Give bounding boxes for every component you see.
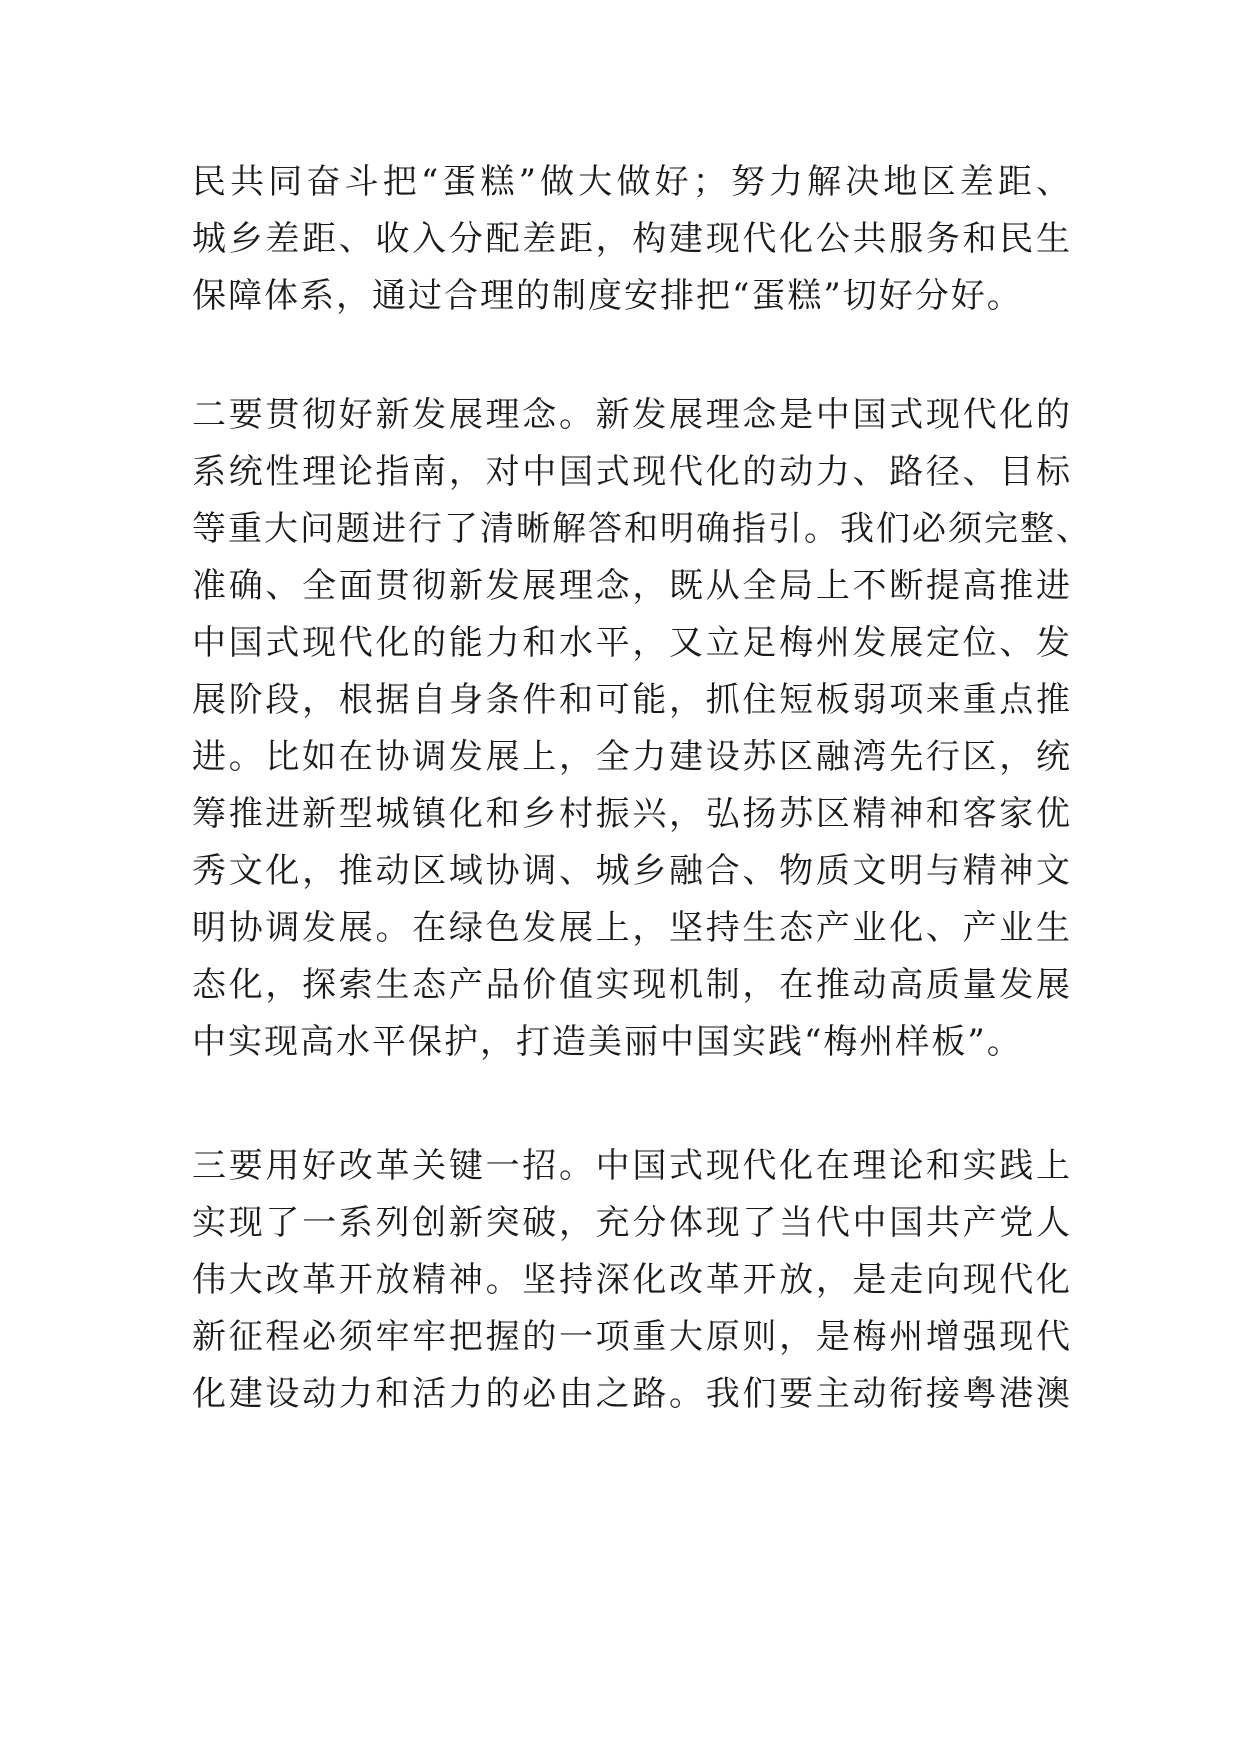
paragraph-line: 秀文化，推动区域协调、城乡融合、物质文明与精神文 [192, 851, 1072, 891]
paragraph-reform-key-move [192, 1138, 1072, 1423]
paragraph-line: 三要用好改革关键一招。中国式现代化在理论和实践上 [192, 1146, 1072, 1186]
paragraph-line: 新征程必须牢牢把握的一项重大原则，是梅州增强现代 [192, 1317, 1072, 1357]
paragraph-line: 伟大改革开放精神。坚持深化改革开放，是走向现代化 [192, 1260, 1072, 1300]
paragraph-line: 筹推进新型城镇化和乡村振兴，弘扬苏区精神和客家优 [192, 794, 1072, 834]
paragraph-line: 民共同奋斗把“蛋糕”做大做好；努力解决地区差距、 [192, 162, 1072, 202]
paragraph-line: 等重大问题进行了清晰解答和明确指引。我们必须完整、 [192, 509, 1092, 549]
paragraph-line: 中国式现代化的能力和水平，又立足梅州发展定位、发 [192, 623, 1072, 663]
paragraph-line: 二要贯彻好新发展理念。新发展理念是中国式现代化的 [192, 395, 1072, 435]
paragraph-line: 中实现高水平保护，打造美丽中国实践“梅州样板”。 [192, 1022, 1023, 1062]
paragraph-cake-distribution [192, 154, 1072, 325]
paragraph-line: 保障体系，通过合理的制度安排把“蛋糕”切好分好。 [192, 276, 1023, 316]
paragraph-line: 实现了一系列创新突破，充分体现了当代中国共产党人 [192, 1203, 1072, 1243]
paragraph-line: 准确、全面贯彻新发展理念，既从全局上不断提高推进 [192, 566, 1072, 606]
paragraph-new-development-concept [192, 387, 1092, 1071]
paragraph-line: 明协调发展。在绿色发展上，坚持生态产业化、产业生 [192, 908, 1072, 948]
paragraph-line: 态化，探索生态产品价值实现机制，在推动高质量发展 [192, 965, 1072, 1005]
paragraph-line: 化建设动力和活力的必由之路。我们要主动衔接粤港澳 [192, 1374, 1072, 1414]
paragraph-line: 系统性理论指南，对中国式现代化的动力、路径、目标 [192, 452, 1072, 492]
paragraph-line: 城乡差距、收入分配差距，构建现代化公共服务和民生 [192, 219, 1072, 259]
paragraph-line: 进。比如在协调发展上，全力建设苏区融湾先行区，统 [192, 737, 1072, 777]
paragraph-line: 展阶段，根据自身条件和可能，抓住短板弱项来重点推 [192, 680, 1072, 720]
